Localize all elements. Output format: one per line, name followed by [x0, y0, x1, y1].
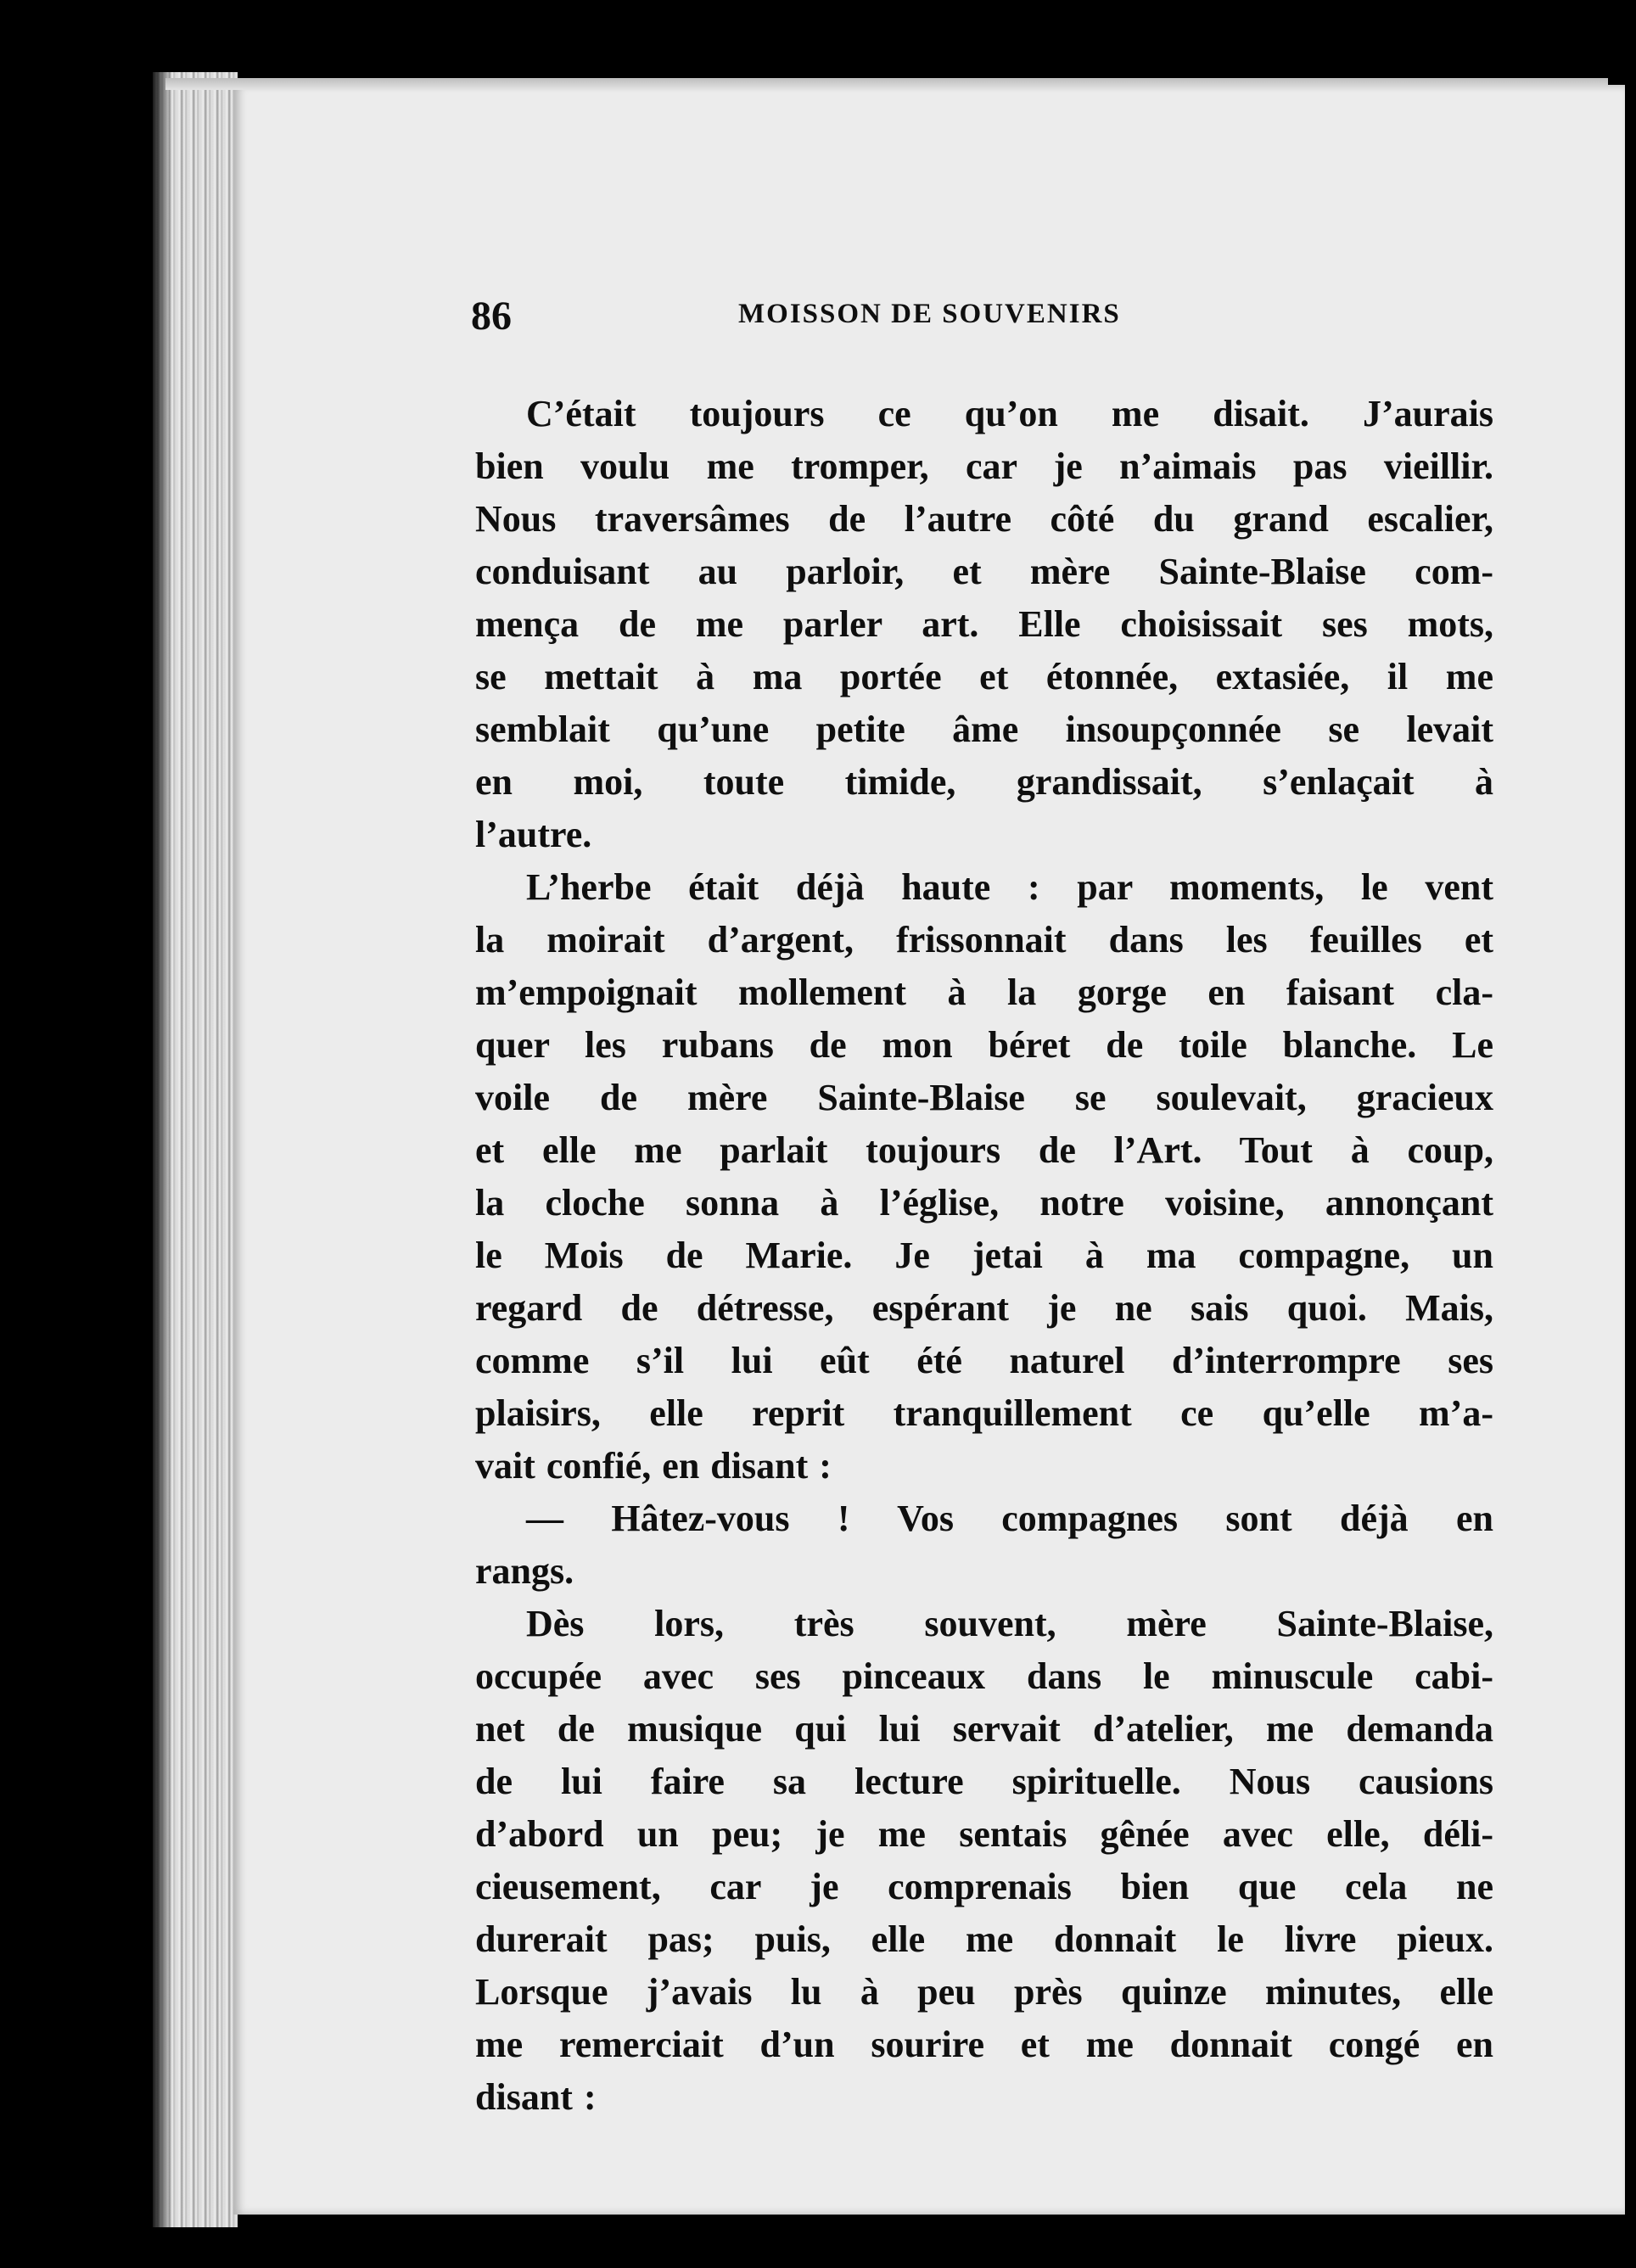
text-line: plaisirs, elle reprit tranquillement ce qu’elle m’a-: [475, 1392, 1493, 1434]
text-line: la moirait d’argent, frissonnait dans les feuilles et: [475, 919, 1493, 960]
text-line: comme s’il lui eût été naturel d’interrompre ses: [475, 1340, 1493, 1381]
top-page-edge: [165, 78, 1608, 90]
binding-shadow: [153, 72, 170, 2227]
text-line: quer les rubans de mon béret de toile blanche. Le: [475, 1024, 1493, 1066]
text-line: et elle me parlait toujours de l’Art. Tout à coup,: [475, 1129, 1493, 1171]
text-line: mença de me parler art. Elle choisissait ses mots,: [475, 603, 1493, 645]
page-number: 86: [471, 294, 512, 339]
text-line: voile de mère Sainte-Blaise se soulevait, gracieux: [475, 1077, 1493, 1118]
text-line: Lorsque j’avais lu à peu près quinze minutes, elle: [475, 1971, 1493, 2013]
text-line: bien voulu me tromper, car je n’aimais pas vieillir.: [475, 445, 1493, 487]
text-line: l’autre.: [475, 814, 592, 855]
text-line: rangs.: [475, 1550, 574, 1592]
text-line: — Hâtez-vous ! Vos compagnes sont déjà en: [526, 1498, 1493, 1539]
text-line: le Mois de Marie. Je jetai à ma compagne, un: [475, 1235, 1493, 1276]
text-line: disant :: [475, 2076, 597, 2118]
text-line: semblait qu’une petite âme insoupçonnée se levait: [475, 708, 1493, 750]
text-line: en moi, toute timide, grandissait, s’enlaçait à: [475, 761, 1493, 803]
text-line: vait confié, en disant :: [475, 1445, 832, 1487]
text-line: m’empoignait mollement à la gorge en faisant cla-: [475, 972, 1493, 1013]
body-text: [475, 389, 1493, 2125]
text-line: Nous traversâmes de l’autre côté du grand escalier,: [475, 498, 1493, 540]
text-line: conduisant au parloir, et mère Sainte-Blaise com-: [475, 551, 1493, 592]
text-line: occupée avec ses pinceaux dans le minuscule cabi-: [475, 1655, 1493, 1697]
text-line: de lui faire sa lecture spirituelle. Nous causions: [475, 1761, 1493, 1802]
text-line: L’herbe était déjà haute : par moments, le vent: [526, 866, 1493, 908]
text-line: cieusement, car je comprenais bien que cela ne: [475, 1866, 1493, 1907]
book-title: MOISSON DE SOUVENIRS: [738, 299, 1121, 329]
text-line: d’abord un peu; je me sentais gênée avec elle, déli-: [475, 1813, 1493, 1855]
text-line: Dès lors, très souvent, mère Sainte-Blaise,: [526, 1603, 1493, 1644]
text-line: se mettait à ma portée et étonnée, extasiée, il me: [475, 656, 1493, 697]
text-line: la cloche sonna à l’église, notre voisine, annonçant: [475, 1182, 1493, 1224]
text-line: net de musique qui lui servait d’atelier, me demanda: [475, 1708, 1493, 1750]
text-line: durerait pas; puis, elle me donnait le livre pieux.: [475, 1918, 1493, 1960]
text-line: regard de détresse, espérant je ne sais quoi. Mais,: [475, 1287, 1493, 1329]
text-line: C’était toujours ce qu’on me disait. J’aurais: [526, 393, 1493, 434]
text-line: me remerciait d’un sourire et me donnait congé en: [475, 2024, 1493, 2065]
